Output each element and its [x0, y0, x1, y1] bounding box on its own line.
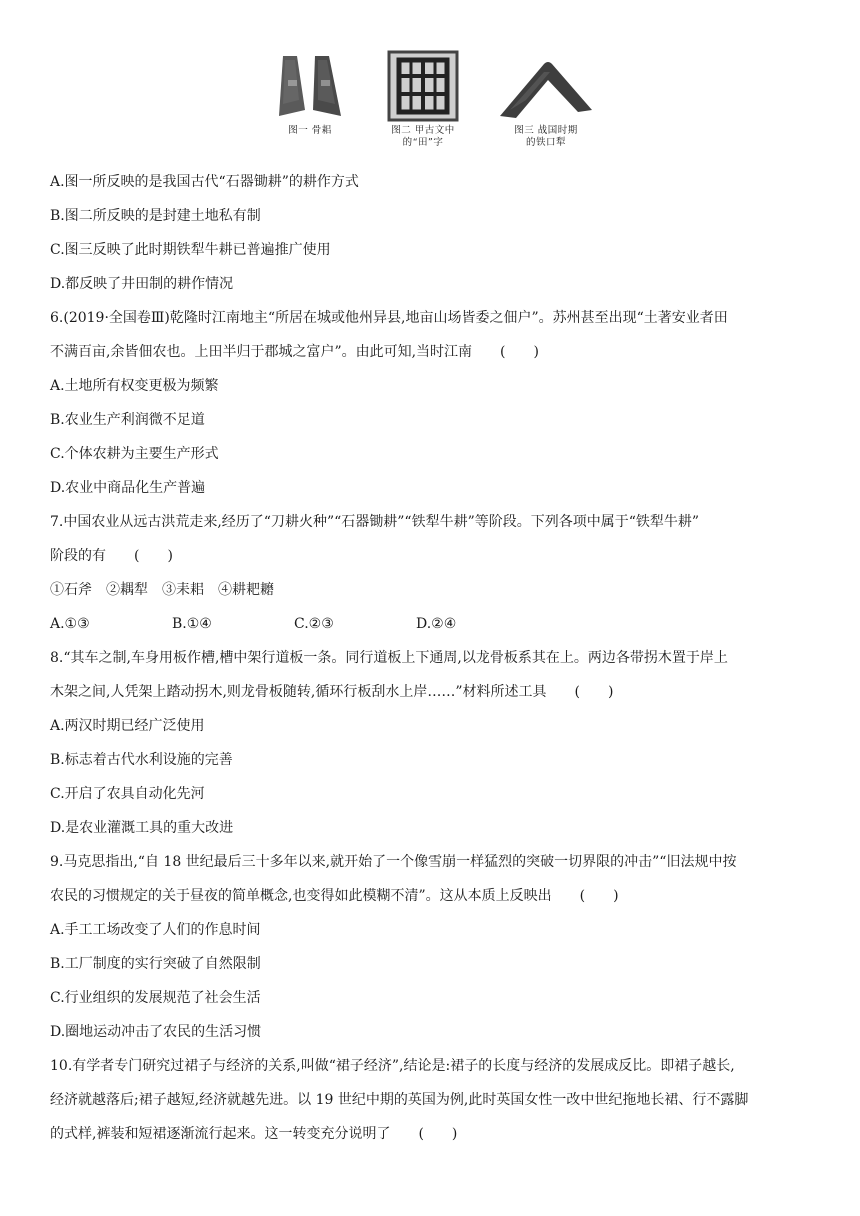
q7-option-c: C.②③	[294, 616, 334, 632]
q6-option-c: C.个体农耕为主要生产形式	[50, 446, 219, 462]
figure-2-caption-line1: 图二 甲古文中	[391, 125, 455, 136]
q10-stem-line1: 10.有学者专门研究过裙子与经济的关系,叫做“裙子经济”,结论是:裙子的长度与经济的发展成反比。即裙子越长,	[50, 1058, 735, 1074]
q8-option-d: D.是农业灌溉工具的重大改进	[50, 820, 234, 836]
figure-3-caption-line2: 的铁口犁	[525, 137, 566, 148]
q8-option-c: C.开启了农具自动化先河	[50, 786, 205, 802]
q9-stem-line2: 农民的习惯规定的关于昼夜的简单概念,也变得如此模糊不清”。这从本质上反映出 ( )	[50, 888, 619, 904]
q6-stem-line1: 6.(2019·全国卷Ⅲ)乾隆时江南地主“所居在城或他州异县,地亩山场皆委之佃户”。苏州甚至出现“土著安业者田	[50, 310, 728, 326]
q9-stem-line1: 9.马克思指出,“自 18 世纪最后三十多年以来,就开始了一个像雪崩一样猛烈的突破一切界限的冲击”“旧法规中按	[50, 854, 737, 870]
q9-option-b: B.工厂制度的实行突破了自然限制	[50, 956, 261, 972]
q7-stem-line1: 7.中国农业从远古洪荒走来,经历了“刀耕火种”“石器锄耕”“铁犁牛耕”等阶段。下列各项中属于“铁犁牛耕”	[50, 514, 700, 530]
q5-option-a: A.图一所反映的是我国古代“石器锄耕”的耕作方式	[50, 174, 359, 190]
q9-option-c: C.行业组织的发展规范了社会生活	[50, 990, 261, 1006]
q8-option-a: A.两汉时期已经广泛使用	[50, 718, 205, 734]
bone-plow-icon	[275, 50, 345, 122]
q8-option-b: B.标志着古代水利设施的完善	[50, 752, 233, 768]
q9-option-d: D.圈地运动冲击了农民的生活习惯	[50, 1024, 262, 1040]
q6-option-b: B.农业生产利润微不足道	[50, 412, 205, 428]
figure-1-caption: 图一 骨耜	[288, 125, 332, 136]
q10-stem-line3: 的式样,裤装和短裙逐渐流行起来。这一转变充分说明了 ( )	[50, 1126, 458, 1142]
q6-option-d: D.农业中商品化生产普遍	[50, 480, 206, 496]
q5-option-d: D.都反映了井田制的耕作情况	[50, 276, 234, 292]
q7-option-b: B.①④	[172, 616, 212, 632]
figure-2	[378, 50, 468, 149]
q6-option-a: A.土地所有权变更极为频繁	[50, 378, 219, 394]
q7-options	[50, 614, 456, 634]
figure-3	[492, 50, 600, 149]
q10-stem-line2: 经济就越落后;裙子越短,经济就越先进。以 19 世纪中期的英国为例,此时英国女性一改中世纪拖地长裙、行不露脚	[50, 1092, 749, 1108]
q8-stem-line1: 8.“其车之制,车身用板作槽,槽中架行道板一条。同行道板上下通周,以龙骨板系其在上。两边各带拐木置于岸上	[50, 650, 728, 666]
q7-option-d: D.②④	[416, 616, 457, 632]
figure-1	[270, 50, 350, 137]
q7-stem-line2: 阶段的有 ( )	[50, 548, 173, 564]
q7-items: ①石斧 ②耦犁 ③耒耜 ④耕耙耱	[50, 582, 274, 598]
q6-stem-line2: 不满百亩,余皆佃农也。上田半归于郡城之富户”。由此可知,当时江南 ( )	[50, 344, 539, 360]
q7-option-a: A.①③	[50, 616, 90, 632]
q5-option-c: C.图三反映了此时期铁犁牛耕已普遍推广使用	[50, 242, 331, 258]
oracle-field-character-icon	[387, 50, 459, 122]
q9-option-a: A.手工工场改变了人们的作息时间	[50, 922, 261, 938]
figure-2-caption-line2: 的“田”字	[402, 137, 444, 148]
iron-plowshare-icon	[496, 50, 596, 122]
figure-2-caption	[378, 125, 468, 149]
figure-row	[270, 50, 600, 162]
figure-3-caption	[492, 125, 600, 149]
q8-stem-line2: 木架之间,人凭架上踏动拐木,则龙骨板随转,循环行板刮水上岸……”材料所述工具 ( )	[50, 684, 614, 700]
figure-3-caption-line1: 图三 战国时期	[514, 125, 578, 136]
q5-option-b: B.图二所反映的是封建土地私有制	[50, 208, 261, 224]
